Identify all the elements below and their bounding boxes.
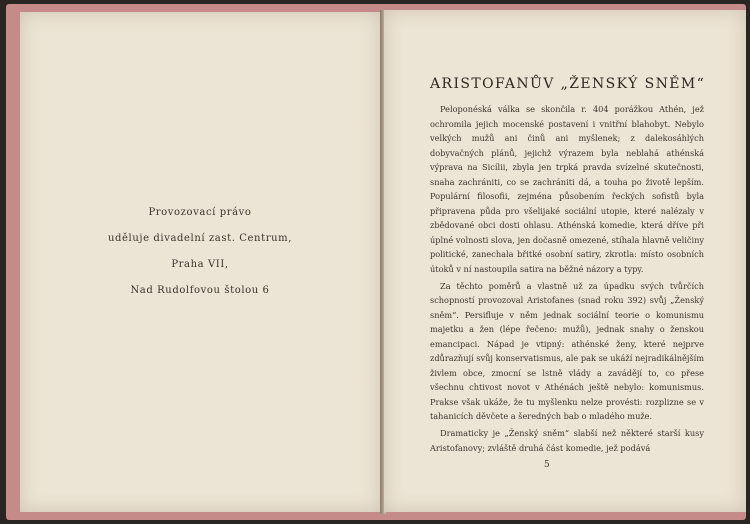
paragraph: Za těchto poměrů a vlastně už za úpadku svých tvůrčích schopností provozoval Aristofanes (snad roku 392) svůj „Ženský sněm“. Persifluje v něm jednak sociální teorie o komunismu majetku a žen (lépe řečeno: mužů), jednak snahy o ženskou emancipaci. Nápad je vtipný: athénské ženy, které nejprve zdůrazňují svůj konservatismus, ale pak se ukáží nejradikálnějším živlem obce, zmocní se lstně vlády a zavádějí to, co přese všechnu chtivost novot v Athénách ještě nebylo: komunismus. Prakse však ukáže, že tu myšlenku nelze provésti: rozplizne se v tahanicích děvčete a šeredných bab o mladého muže. <box>430 280 704 422</box>
paragraph: Peloponéská válka se skončila r. 404 porážkou Athén, jež ochromila jejich mocenské postavení i vnitřní blahobyt. Nebylo velkých mužů ani činů ani myšlenek; z dalekosáhlých dobyvačných plánů, jejichž výrazem byla neblahá athénská výprava na Sicílii, zbyla jen trpká pravda svízelné skutečnosti, snaha zachrániti, co se zachrániti dá, a touha po životě lepším. Populární filosofii, zejména působením řeckých sofistů byla připravena půda pro všelijaké sociální utopie, které nalézaly v zbědované obci dosti ohlasu. Athénská komedie, která dříve při úplné volnosti slova, jen dočasně omezené, stíhala hlavně veličiny politické, zanechala břitké osobní satiry, zkrotla: místo osobních útoků v ní nastoupila satira na běžné názory a typy. <box>430 104 704 275</box>
right-page <box>384 10 746 512</box>
notice-line: Provozovací právo <box>148 207 252 218</box>
notice-line: Praha VII, <box>171 259 229 270</box>
performance-rights-notice <box>20 200 380 304</box>
left-page <box>20 12 380 512</box>
page-number: 5 <box>544 460 550 470</box>
open-book <box>6 4 746 520</box>
notice-line: Nad Rudolfovou štolou 6 <box>130 285 270 296</box>
notice-line: uděluje divadelní zast. Centrum, <box>108 233 292 244</box>
body-text <box>430 102 704 457</box>
paragraph: Dramaticky je „Ženský sněm“ slabší než některé starší kusy Aristofanovy; zvláště druhá část komedie, jež podává <box>430 428 704 453</box>
chapter-title: ARISTOFANŮV „ŽENSKÝ SNĚM“ <box>430 76 706 92</box>
